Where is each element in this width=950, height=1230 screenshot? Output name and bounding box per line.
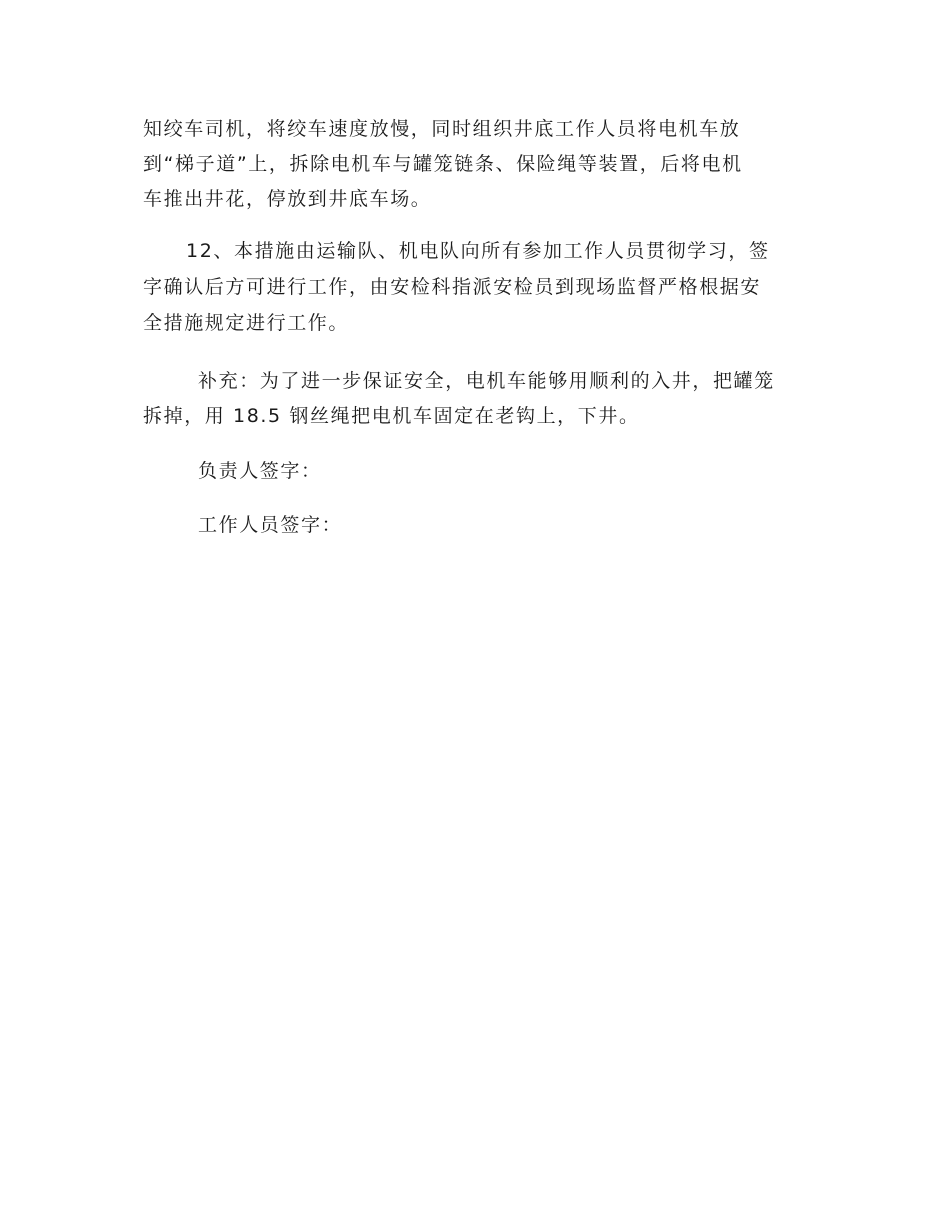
paragraph-2-line-1: 12、本措施由运输队、机电队向所有参加工作人员贯彻学习，签 [186, 240, 770, 262]
paragraph-2-line-3: 全措施规定进行工作。 [143, 312, 350, 334]
paragraph-1-line-3: 车推出井花，停放到井底车场。 [143, 188, 432, 210]
paragraph-1-line-2: 到“梯子道”上，拆除电机车与罐笼链条、保险绳等装置，后将电机 [143, 153, 743, 175]
paragraph-1-line-1: 知绞车司机，将绞车速度放慢，同时组织井底工作人员将电机车放 [143, 118, 741, 140]
paragraph-2-line-2: 字确认后方可进行工作，由安检科指派安检员到现场监督严格根据安 [143, 276, 762, 298]
staff-signature-label: 工作人员签字： [198, 514, 343, 536]
paragraph-3-line-2: 拆掉，用 18.5 钢丝绳把电机车固定在老钩上，下井。 [143, 405, 640, 427]
paragraph-3-line-1: 补充：为了进一步保证安全，电机车能够用顺利的入井，把罐笼 [198, 370, 775, 392]
responsible-person-signature-label: 负责人签字： [198, 460, 322, 482]
